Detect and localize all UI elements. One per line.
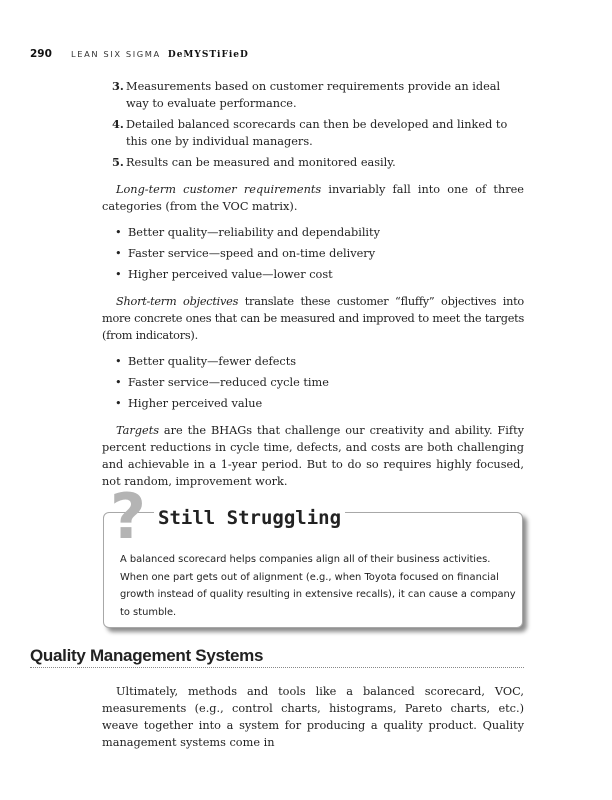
list-item: • Faster service—reduced cycle time	[115, 376, 329, 389]
paragraph-text: are the BHAGs that challenge our creativity and ability. Fifty percent reductions in cycle time, defects, and costs are both challenging and achievable in a 1-year period. But to do so requires highly focused, not random, improvement work.	[102, 424, 524, 488]
main-content	[102, 78, 524, 490]
page-header	[30, 42, 249, 60]
page-number: 290	[30, 48, 52, 60]
bullet-icon: •	[115, 355, 122, 368]
still-struggling-title: Still Struggling	[154, 507, 345, 529]
list-item: • Higher perceived value	[115, 397, 263, 410]
section-heading: Quality Management Systems	[30, 646, 264, 665]
bullet-icon: •	[115, 268, 122, 281]
still-struggling-box	[103, 507, 523, 628]
list-item: • Faster service—speed and on-time delivery	[115, 247, 376, 260]
paragraph-targets	[102, 422, 524, 490]
paragraph-short-term	[102, 293, 524, 344]
item-number: 3.	[112, 79, 124, 93]
still-struggling-text: A balanced scorecard helps companies align all of their business activities. When one part gets out of alignment (e.g., when Toyota focused on financial growth instead of quality resulting in extensive recalls), it can cause a company to stumble.	[120, 554, 516, 618]
question-mark-icon: ?	[110, 480, 146, 553]
bullet-icon: •	[115, 397, 122, 410]
item-text: Detailed balanced scorecards can then be developed and linked to this one by individual managers.	[126, 118, 508, 148]
list-item	[102, 154, 524, 171]
item-text: Measurements based on customer requirements provide an ideal way to evaluate performance.	[126, 80, 501, 110]
bullet-icon: •	[115, 226, 122, 239]
section-paragraph: Ultimately, methods and tools like a balanced scorecard, VOC, measurements (e.g., control charts, histograms, Pareto charts, etc.) weave together into a system for producing a quality product. Quality management systems come in	[102, 685, 524, 749]
still-struggling-sidebar	[102, 480, 528, 638]
numbered-list	[102, 78, 524, 171]
section-divider	[30, 667, 524, 668]
emphasis-term: Long-term customer requirements	[116, 183, 322, 196]
list-item	[102, 78, 524, 112]
paragraph-text: invariably fall into one of three categories (from the VOC matrix).	[102, 183, 524, 213]
paragraph-text: translate these customer “fluffy” objectives into more concrete ones that can be measured and improved to meet the targets (from indicators).	[102, 295, 524, 342]
item-text: Results can be measured and monitored easily.	[126, 156, 396, 169]
list-item	[102, 116, 524, 150]
item-number: 4.	[112, 117, 124, 131]
emphasis-term: Targets	[116, 424, 160, 437]
paragraph-long-term	[102, 181, 524, 215]
bullet-icon: •	[115, 376, 122, 389]
list-item: • Higher perceived value—lower cost	[115, 268, 333, 281]
emphasis-term: Short-term objectives	[116, 295, 239, 308]
item-number: 5.	[112, 155, 124, 169]
running-title: LEAN SIX SIGMA	[71, 49, 161, 59]
bullet-list-short-term	[102, 353, 524, 412]
bullet-list-long-term	[102, 224, 524, 283]
list-item: • Better quality—reliability and dependability	[115, 226, 380, 239]
bullet-icon: •	[115, 247, 122, 260]
series-brand: DeMYSTiFieD	[167, 50, 249, 60]
list-item: • Better quality—fewer defects	[115, 355, 297, 368]
